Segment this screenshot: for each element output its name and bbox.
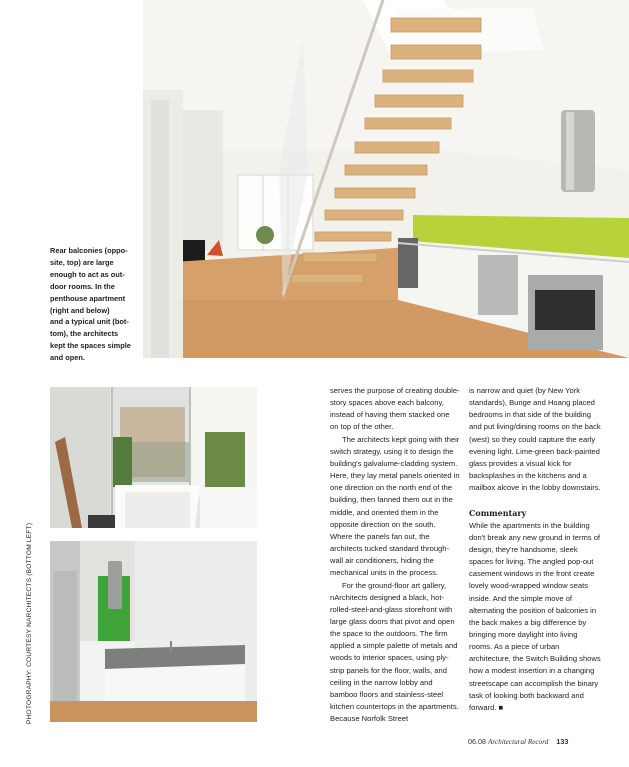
body-paragraph: serves the purpose of creating double-story spaces above each balcony, instead of having them stacked one on top of the other. — [330, 386, 460, 432]
penthouse-kitchen-photo — [143, 0, 629, 358]
caption-line: (right and below) — [50, 305, 110, 315]
publication-name: Architectural Record — [488, 738, 549, 746]
body-paragraph: is narrow and quiet (by New York standards), Bunge and Hoang placed bedrooms in that side of the building and put living/dining rooms on the back (west) so they could capture the early evening light. Lime-green back-painted glass provides a visual kick for backsplashes in the kitchens and a mailbox alcove in the lobby downstairs. — [469, 386, 601, 493]
body-paragraph: While the apartments in the building don't break any new ground in terms of design, they're handsome, sleek spaces for living. The angled pop-out casement windows in the front create lovely wood-wrapped window seats inside. And the simple move of alternating the position of balconies in the back makes a big difference by bringing more daylight into living rooms. As a piece of urban architecture, the Switch Building shows how a modest insertion in a changing streetscape can accomplish the binary task of looking both backward and forward. ■ — [469, 520, 601, 712]
article-column-middle — [330, 385, 460, 725]
section-heading: Commentary — [469, 508, 527, 519]
page-number: 133 — [556, 737, 569, 746]
page-footer — [468, 737, 568, 746]
caption-line: door rooms. In the — [50, 281, 115, 291]
photo-credit: PHOTOGRAPHY: COURTESY NARCHITECTS (BOTTOM LEFT) — [26, 522, 33, 724]
caption-line: site, top) are large — [50, 257, 114, 267]
caption-line: tom), the architects — [50, 329, 119, 339]
photo-caption — [50, 245, 140, 364]
caption-line: enough to act as out- — [50, 269, 125, 279]
article-column-right — [469, 385, 601, 714]
issue-date: 06.08 — [468, 737, 486, 746]
caption-line: kept the spaces simple — [50, 341, 131, 351]
caption-line: and open. — [50, 353, 85, 363]
typical-unit-kitchen-photo — [50, 541, 257, 722]
bathroom-photo — [50, 387, 257, 528]
caption-line: penthouse apartment — [50, 293, 126, 303]
body-paragraph: The architects kept going with their switch strategy, using it to design the building's galvalume-cladding system. Here, they lay metal panels oriented in one direction on the north end of the building, then fanned them out in the middle, and oriented them in the opposite direction on the south. Where the panels fan out, the architects tucked standard through-wall air conditioners, hiding the mechanical units in the process. — [330, 434, 460, 578]
caption-line: and a typical unit (bot- — [50, 317, 129, 327]
caption-line: Rear balconies (oppo- — [50, 246, 128, 255]
body-paragraph: For the ground-floor art gallery, nArchitects designed a black, hot-rolled-steel-and-glass storefront with large glass doors that pivot and open the space to the outdoors. The firm applied a simple palette of metals and woods to interior spaces, using ply-strip panels for the floor, walls, and ceiling in the narrow lobby and bamboo floors and stainless-steel kitchen countertops in the apartments. Because Norfolk Street — [330, 580, 459, 724]
